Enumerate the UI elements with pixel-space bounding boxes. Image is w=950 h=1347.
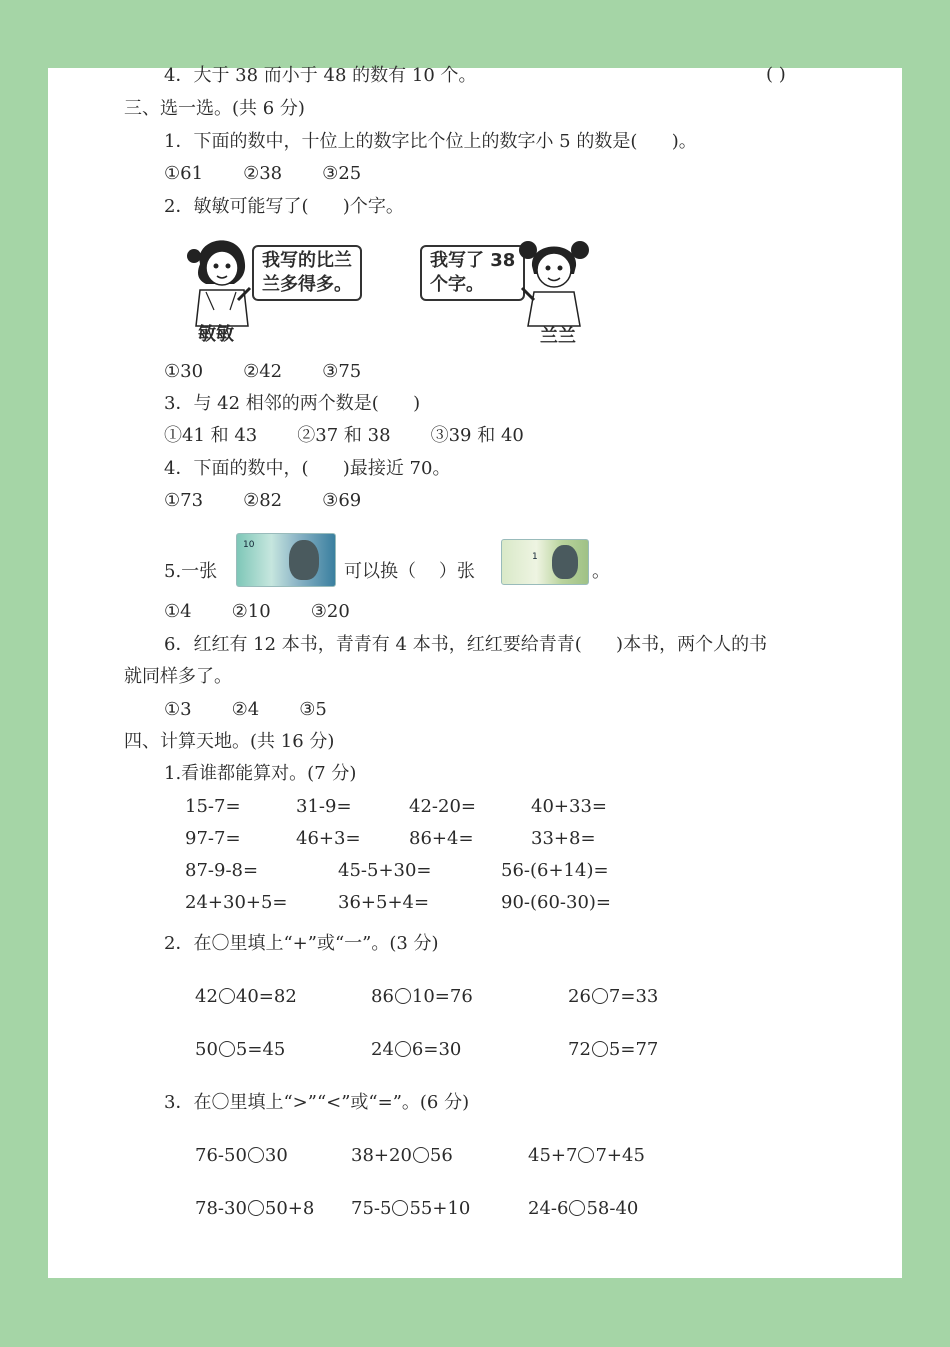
left-operand: 86 xyxy=(371,986,394,1007)
q3-options: ①41 和 43 ②37 和 38 ③39 和 40 xyxy=(164,425,524,446)
right-expression: 58-40 xyxy=(586,1198,639,1219)
calc-item: 40+33= xyxy=(531,796,607,817)
q2-text: 2．敏敏可能写了( )个字。 xyxy=(164,196,404,217)
answer-circle[interactable] xyxy=(592,1041,608,1057)
calc-item: 90-(60-30)= xyxy=(501,892,612,913)
ten-yuan-banknote-image xyxy=(236,533,336,587)
answer-circle[interactable] xyxy=(395,988,411,1004)
q6-line1: 6．红红有 12 本书，青青有 4 本书，红红要给青青( )本书，两个人的书 xyxy=(164,634,768,655)
top-item-answer-paren: ( ) xyxy=(766,64,786,85)
calc-item: 15-7= xyxy=(185,796,241,817)
answer-circle[interactable] xyxy=(219,988,235,1004)
right-expression: 7=33 xyxy=(608,986,659,1007)
q4-text: 4．下面的数中，( )最接近 70。 xyxy=(164,458,451,479)
note-one-label: 1 xyxy=(532,552,538,562)
calc-item: 31-9= xyxy=(296,796,352,817)
compare-item xyxy=(528,1197,638,1221)
lanlan-name-label: 兰兰 xyxy=(540,326,576,347)
q1-options: ①61 ②38 ③25 xyxy=(164,163,362,184)
answer-circle[interactable] xyxy=(413,1147,429,1163)
calc-item: 24+30+5= xyxy=(185,892,288,913)
q5-options: ①4 ②10 ③20 xyxy=(164,601,350,622)
answer-circle[interactable] xyxy=(248,1200,264,1216)
left-operand: 42 xyxy=(195,986,218,1007)
answer-circle[interactable] xyxy=(578,1147,594,1163)
calc-item: 56-(6+14)= xyxy=(501,860,609,881)
calc-item: 45-5+30= xyxy=(338,860,432,881)
compare-item xyxy=(195,1197,314,1221)
calc-item: 33+8= xyxy=(531,828,596,849)
left-expression: 24-6 xyxy=(528,1198,569,1219)
compare-item xyxy=(351,1197,470,1221)
lanlan-speech-bubble: 我写了 38 个字。 xyxy=(420,245,525,301)
fill-operator-item xyxy=(568,985,658,1009)
one-yuan-banknote-image xyxy=(501,539,589,585)
left-operand: 26 xyxy=(568,986,591,1007)
minmin-name-label: 敏敏 xyxy=(198,324,234,345)
q2-options: ①30 ②42 ③75 xyxy=(164,361,362,382)
p3-title: 3．在〇里填上“>”“<”或“=”。(6 分) xyxy=(164,1092,470,1113)
q5-suffix: 。 xyxy=(592,561,610,582)
right-expression: 7+45 xyxy=(595,1145,645,1166)
answer-circle[interactable] xyxy=(592,988,608,1004)
note-portrait xyxy=(552,545,578,579)
left-expression: 38+20 xyxy=(351,1145,412,1166)
answer-circle[interactable] xyxy=(395,1041,411,1057)
section-3-heading: 三、选一选。(共 6 分) xyxy=(124,98,305,119)
right-expression: 30 xyxy=(264,1145,288,1166)
compare-item xyxy=(528,1144,645,1168)
answer-circle[interactable] xyxy=(219,1041,235,1057)
right-expression: 5=77 xyxy=(608,1039,659,1060)
calc-item: 36+5+4= xyxy=(338,892,430,913)
section-4-heading: 四、计算天地。(共 16 分) xyxy=(124,731,335,752)
left-expression: 45+7 xyxy=(528,1145,578,1166)
right-expression: 10=76 xyxy=(411,986,473,1007)
right-expression: 6=30 xyxy=(411,1039,462,1060)
right-expression: 56 xyxy=(429,1145,453,1166)
answer-circle[interactable] xyxy=(248,1147,264,1163)
q5-prefix: 5.一张 xyxy=(164,561,218,582)
q5-middle: 可以换（ ）张 xyxy=(344,561,475,582)
left-operand: 50 xyxy=(195,1039,218,1060)
fill-operator-item xyxy=(195,1038,285,1062)
calc-item: 42-20= xyxy=(409,796,476,817)
p1-title: 1.看谁都能算对。(7 分) xyxy=(164,763,357,784)
note-ten-label: 10 xyxy=(243,540,255,550)
q6-options: ①3 ②4 ③5 xyxy=(164,699,327,720)
q4-options: ①73 ②82 ③69 xyxy=(164,490,362,511)
answer-circle[interactable] xyxy=(569,1200,585,1216)
calc-item: 86+4= xyxy=(409,828,474,849)
left-expression: 75-5 xyxy=(351,1198,392,1219)
compare-item xyxy=(195,1144,288,1168)
q3-text: 3．与 42 相邻的两个数是( ) xyxy=(164,393,421,414)
left-operand: 24 xyxy=(371,1039,394,1060)
q1-text: 1．下面的数中，十位上的数字比个位上的数字小 5 的数是( )。 xyxy=(164,131,697,152)
calc-item: 46+3= xyxy=(296,828,361,849)
p2-title: 2．在〇里填上“+”或“一”。(3 分) xyxy=(164,933,439,954)
compare-item xyxy=(351,1144,453,1168)
girl-minmin-illustration xyxy=(186,230,256,328)
fill-operator-item xyxy=(371,985,473,1009)
right-expression: 55+10 xyxy=(409,1198,471,1219)
right-expression: 50+8 xyxy=(264,1198,315,1219)
minmin-speech-bubble: 我写的比兰 兰多得多。 xyxy=(252,245,362,301)
calc-item: 87-9-8= xyxy=(185,860,259,881)
left-expression: 78-30 xyxy=(195,1198,247,1219)
top-item-text: 4．大于 38 而小于 48 的数有 10 个。 xyxy=(164,65,477,86)
girl-lanlan-illustration xyxy=(514,230,594,328)
right-expression: 5=45 xyxy=(235,1039,286,1060)
left-expression: 76-50 xyxy=(195,1145,247,1166)
fill-operator-item xyxy=(371,1038,461,1062)
q6-line2: 就同样多了。 xyxy=(124,666,232,687)
right-expression: 40=82 xyxy=(235,986,297,1007)
fill-operator-item xyxy=(568,1038,658,1062)
note-portrait xyxy=(289,540,319,580)
fill-operator-item xyxy=(195,985,297,1009)
calc-item: 97-7= xyxy=(185,828,241,849)
left-operand: 72 xyxy=(568,1039,591,1060)
answer-circle[interactable] xyxy=(392,1200,408,1216)
